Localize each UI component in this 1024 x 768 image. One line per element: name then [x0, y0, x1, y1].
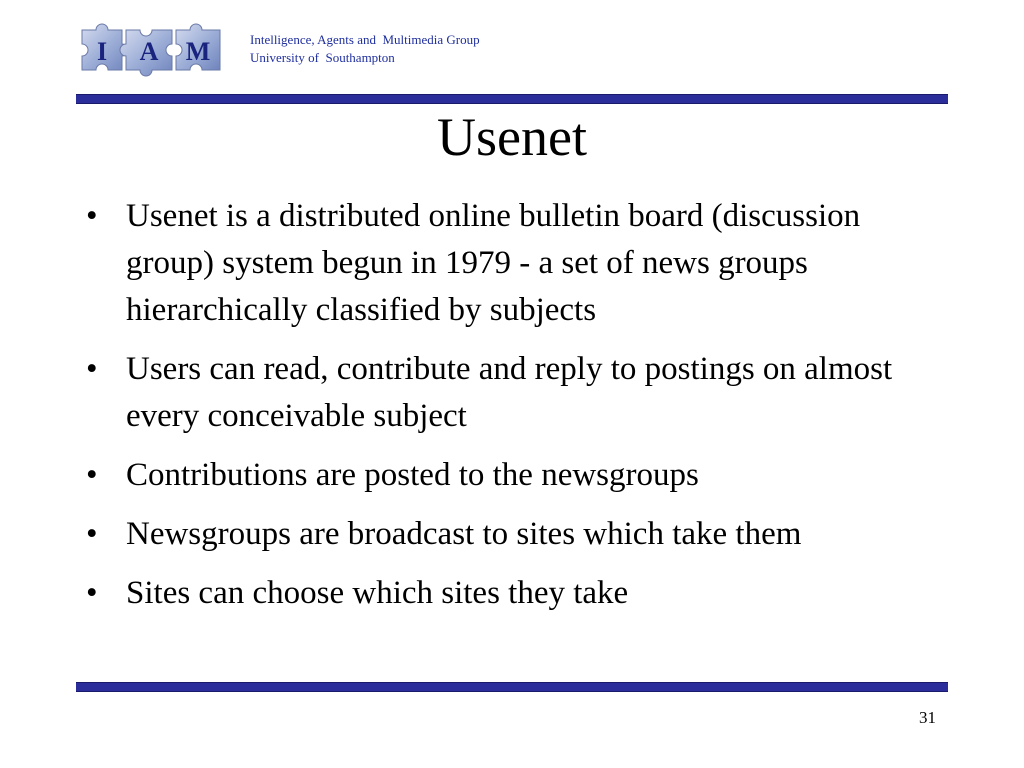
page-number: 31	[919, 708, 936, 727]
organization-info	[250, 31, 480, 67]
logo-letter: M	[185, 37, 211, 66]
iam-logo	[76, 16, 226, 80]
slide-title: Usenet	[437, 107, 587, 167]
bullet-item	[86, 452, 946, 499]
bullet-item	[86, 346, 946, 440]
university-name: University of Southampton	[250, 50, 395, 65]
bullet-marker: •	[86, 516, 98, 552]
org-name: Intelligence, Agents and Multimedia Group	[250, 32, 480, 47]
bullet-marker: •	[86, 198, 98, 234]
bullet-text: Usenet is a distributed online bulletin board (discussion group) system begun in 1979 - a set of news groups hierarchically classified by subjects	[126, 198, 861, 328]
bullet-marker: •	[86, 457, 98, 493]
bullet-text: Contributions are posted to the newsgroups	[126, 457, 699, 493]
logo-letter: A	[139, 37, 159, 66]
bullet-text: Newsgroups are broadcast to sites which take them	[126, 516, 802, 552]
footer-divider	[76, 682, 948, 692]
bullet-list	[86, 193, 946, 629]
bullet-text: Sites can choose which sites they take	[126, 575, 629, 611]
header-divider	[76, 94, 948, 104]
bullet-marker: •	[86, 351, 98, 387]
bullet-item	[86, 193, 946, 334]
bullet-text: Users can read, contribute and reply to postings on almost every conceivable subject	[126, 351, 893, 434]
bullet-marker: •	[86, 575, 98, 611]
logo-letter: I	[96, 37, 108, 66]
bullet-item	[86, 570, 946, 617]
bullet-item	[86, 511, 946, 558]
